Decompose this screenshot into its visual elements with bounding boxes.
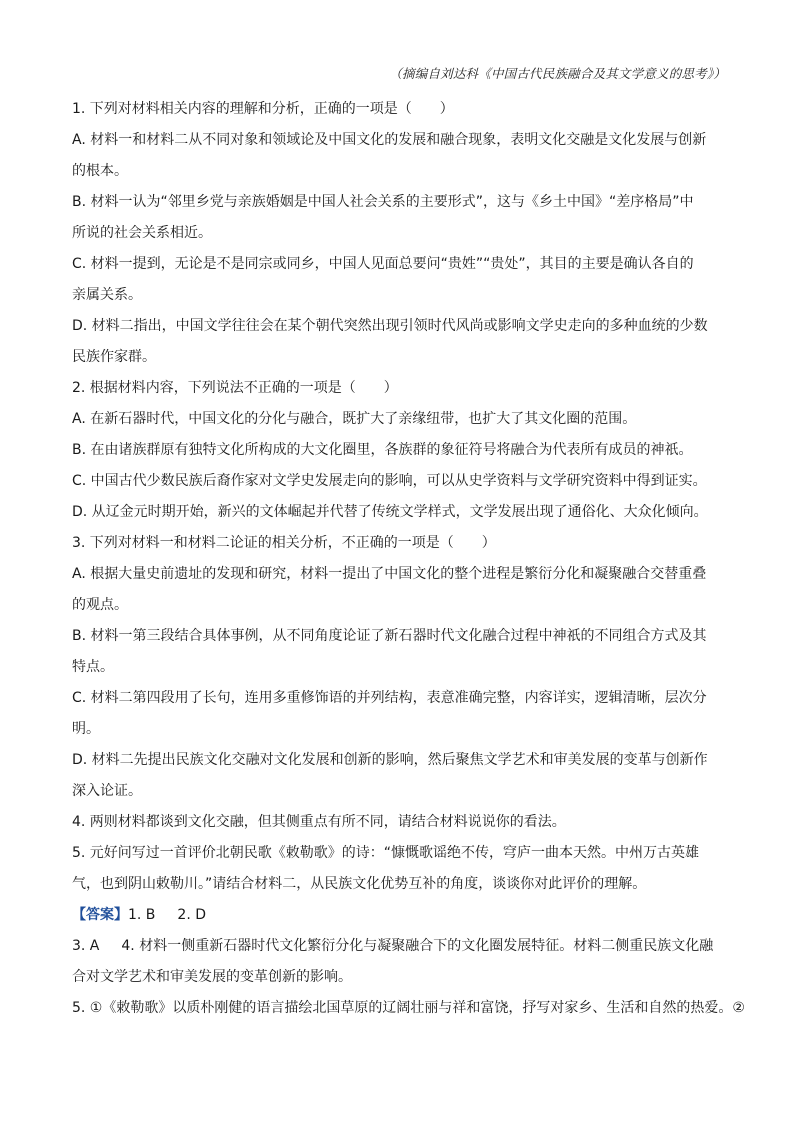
q3-option-a: A. 根据大量史前遗址的发现和研究，材料一提出了中国文化的整个进程是繁衍分化和凝聚融合交替重叠 [72, 566, 707, 582]
q2-option-c: C. 中国古代少数民族后裔作家对文学史发展走向的影响，可以从史学资料与文学研究资料中得到证实。 [72, 473, 707, 489]
q5-stem: 5. 元好问写过一首评价北朝民歌《敕勒歌》的诗：“慷慨歌谣绝不传，穹庐一曲本天然。中州万古英雄 [72, 845, 700, 861]
q3-option-c: C. 材料二第四段用了长句，连用多重修饰语的并列结构，表意准确完整，内容详实，逻辑清晰，层次分 [72, 690, 707, 706]
q1-option-c-cont: 亲属关系。 [72, 287, 142, 303]
q3-option-b: B. 材料一第三段结合具体事例，从不同角度论证了新石器时代文化融合过程中神祇的不同组合方式及其 [72, 628, 707, 644]
q3-stem: 3. 下列对材料一和材料二论证的相关分析，不正确的一项是（ ） [72, 535, 496, 551]
answer-5: 5. ①《敕勒歌》以质朴刚健的语言描绘北国草原的辽阔壮丽与祥和富饶，抒写对家乡、生活和自然的热爱。② [72, 1000, 745, 1016]
answer-row-1 [72, 900, 728, 931]
q3-option-a-cont: 的观点。 [72, 597, 128, 613]
answer-row-2 [72, 931, 728, 962]
q2-option-d: D. 从辽金元时期开始，新兴的文体崛起并代替了传统文学样式，文学发展出现了通俗化、大众化倾向。 [72, 504, 708, 520]
answer-4: 4. 材料一侧重新石器时代文化繁衍分化与凝聚融合下的文化圈发展特征。材料二侧重民族文化融 [121, 938, 714, 954]
q5-stem-cont: 气，也到阴山敕勒川。”请结合材料二，从民族文化优势互补的角度，谈谈你对此评价的理解。 [72, 876, 647, 892]
q1-option-d: D. 材料二指出，中国文学往往会在某个朝代突然出现引领时代风尚或影响文学史走向的多种血统的少数 [72, 318, 708, 334]
q1-stem: 1. 下列对材料相关内容的理解和分析，正确的一项是（ ） [72, 101, 454, 117]
q4-stem: 4. 两则材料都谈到文化交融，但其侧重点有所不同，请结合材料说说你的看法。 [72, 814, 566, 830]
answer-tag: 【答案】 [72, 907, 128, 923]
q1-option-b-cont: 所说的社会关系相近。 [72, 225, 212, 241]
q1-option-a-cont: 的根本。 [72, 163, 128, 179]
q1-option-d-cont: 民族作家群。 [72, 349, 156, 365]
q3-option-d: D. 材料二先提出民族文化交融对文化发展和创新的影响，然后聚焦文学艺术和审美发展的变革与创新作 [72, 752, 708, 768]
answer-3: 3. A [72, 938, 100, 954]
q2-stem: 2. 根据材料内容，下列说法不正确的一项是（ ） [72, 380, 398, 396]
source-citation: （摘编自刘达科《中国古代民族融合及其文学意义的思考》） [389, 66, 726, 81]
q2-option-b: B. 在由诸族群原有独特文化所构成的大文化圈里，各族群的象征符号将融合为代表所有成员的神祇。 [72, 442, 693, 458]
q3-option-c-cont: 明。 [72, 721, 100, 737]
answer-2: 2. D [177, 907, 207, 923]
answer-4-cont: 合对文学艺术和审美发展的变革创新的影响。 [72, 969, 352, 985]
question-content [72, 94, 745, 1024]
q1-option-c: C. 材料一提到，无论是不是同宗或同乡，中国人见面总要问“贵姓”“贵处”，其目的主要是确认各自的 [72, 256, 694, 272]
q3-option-d-cont: 深入论证。 [72, 783, 142, 799]
q1-option-b: B. 材料一认为“邻里乡党与亲族婚姻是中国人社会关系的主要形式”，这与《乡土中国》“差序格局”中 [72, 194, 694, 210]
q3-option-b-cont: 特点。 [72, 659, 114, 675]
q2-option-a: A. 在新石器时代，中国文化的分化与融合，既扩大了亲缘纽带，也扩大了其文化圈的范围。 [72, 411, 637, 427]
q1-option-a: A. 材料一和材料二从不同对象和领域论及中国文化的发展和融合现象，表明文化交融是文化发展与创新 [72, 132, 707, 148]
answer-1: 1. B [128, 907, 156, 923]
